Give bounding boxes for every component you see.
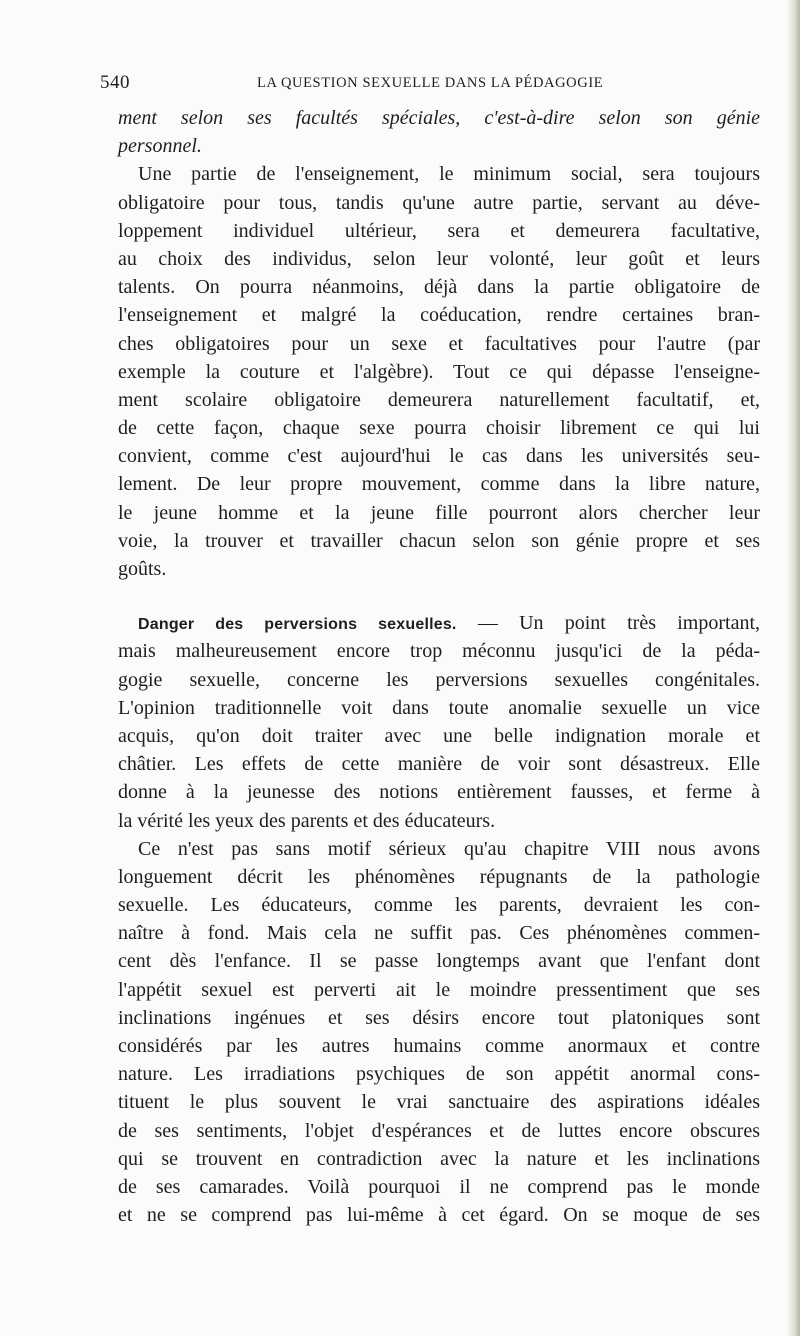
text-fragment: — Un point très important, xyxy=(456,612,760,635)
text-line: talents. On pourra néanmoins, déjà dans la partie obligatoire de xyxy=(118,276,760,299)
text-line: l'appétit sexuel est perverti ait le moindre pressentiment que ses xyxy=(118,978,760,1001)
text-line: Ce n'est pas sans motif sérieux qu'au chapitre VIII nous avons xyxy=(138,837,760,860)
text-line: qui se trouvent en contradiction avec la nature et les inclinations xyxy=(118,1147,760,1170)
page-header xyxy=(100,72,760,96)
text-line: nature. Les irradiations psychiques de son appétit anormal cons- xyxy=(118,1063,760,1086)
text-line: loppement individuel ultérieur, sera et demeurera facultative, xyxy=(118,219,760,242)
paragraph xyxy=(118,835,760,1230)
text-line: cent dès l'enfance. Il se passe longtemps avant que l'enfant dont xyxy=(118,950,760,973)
text-line: personnel. xyxy=(118,135,202,158)
text-line: exemple la couture et l'algèbre). Tout ce qui dépasse l'enseigne- xyxy=(118,360,760,383)
text-line: de cette façon, chaque sexe pourra choisir librement ce qui lui xyxy=(118,417,760,440)
text-line: mais malheureusement encore trop méconnu jusqu'ici de la péda- xyxy=(118,640,760,663)
text-line: Une partie de l'enseignement, le minimum social, sera toujours xyxy=(138,163,760,186)
text-line: et ne se comprend pas lui-même à cet égard. On se moque de ses xyxy=(118,1204,760,1227)
text-line: le jeune homme et la jeune fille pourront alors chercher leur xyxy=(118,501,760,524)
text-line: la vérité les yeux des parents et des éducateurs. xyxy=(118,809,496,832)
paragraph xyxy=(118,160,760,583)
text-line: naître à fond. Mais cela ne suffit pas. Ces phénomènes commen- xyxy=(118,922,760,945)
running-title: LA QUESTION SEXUELLE DANS LA PÉDAGOGIE xyxy=(257,75,604,91)
text-line: considérés par les autres humains comme anormaux et contre xyxy=(118,1035,760,1057)
paragraph-spacer xyxy=(118,583,760,609)
text-line: ment scolaire obligatoire demeurera naturellement facultatif, et, xyxy=(118,388,760,411)
page-edge-shadow xyxy=(786,0,800,1336)
text-line: l'enseignement et malgré la coéducation, rendre certaines bran- xyxy=(118,304,760,327)
text-line: donne à la jeunesse des notions entièrement fausses, et ferme à xyxy=(118,781,760,804)
text-line: de ses camarades. Voilà pourquoi il ne comprend pas le monde xyxy=(118,1175,760,1198)
text-line: obligatoire pour tous, tandis qu'une autre partie, servant au déve- xyxy=(118,191,760,214)
text-line: inclinations ingénues et ses désirs encore tout platoniques sont xyxy=(118,1006,760,1029)
text-line: ches obligatoires pour un sexe et facultatives pour l'autre (par xyxy=(118,332,760,355)
text-line: voie, la trouver et travailler chacun selon son génie propre et ses xyxy=(118,529,760,552)
text-line: tituent le plus souvent le vrai sanctuaire des aspirations idéales xyxy=(118,1091,760,1114)
text-line: goûts. xyxy=(118,558,167,580)
text-line: au choix des individus, selon leur volonté, leur goût et leurs xyxy=(118,247,760,270)
paragraph xyxy=(118,104,760,160)
text-line: convient, comme c'est aujourd'hui le cas dans les universités seu- xyxy=(118,445,760,468)
text-line: de ses sentiments, l'objet d'espérances et de luttes encore obscures xyxy=(118,1119,760,1142)
text-line: L'opinion traditionnelle voit dans toute anomalie sexuelle un vice xyxy=(118,696,760,719)
text-line: sexuelle. Les éducateurs, comme les parents, devraient les con- xyxy=(118,894,760,917)
text-line: ment selon ses facultés spéciales, c'est-à-dire selon son génie xyxy=(118,107,760,129)
text-line xyxy=(118,609,760,637)
text-line: châtier. Les effets de cette manière de voir sont désastreux. Elle xyxy=(118,753,760,776)
text-line: lement. De leur propre mouvement, comme dans la libre nature, xyxy=(118,473,760,496)
text-line: acquis, qu'on doit traiter avec une belle indignation morale et xyxy=(118,724,760,747)
section-heading: Danger des perversions sexuelles. xyxy=(138,616,457,634)
body-text xyxy=(118,104,760,1229)
page-number: 540 xyxy=(100,72,130,93)
text-line: gogie sexuelle, concerne les perversions sexuelles congénitales. xyxy=(118,668,760,691)
text-line: longuement décrit les phénomènes répugnants de la pathologie xyxy=(118,865,760,888)
paragraph xyxy=(118,609,760,835)
